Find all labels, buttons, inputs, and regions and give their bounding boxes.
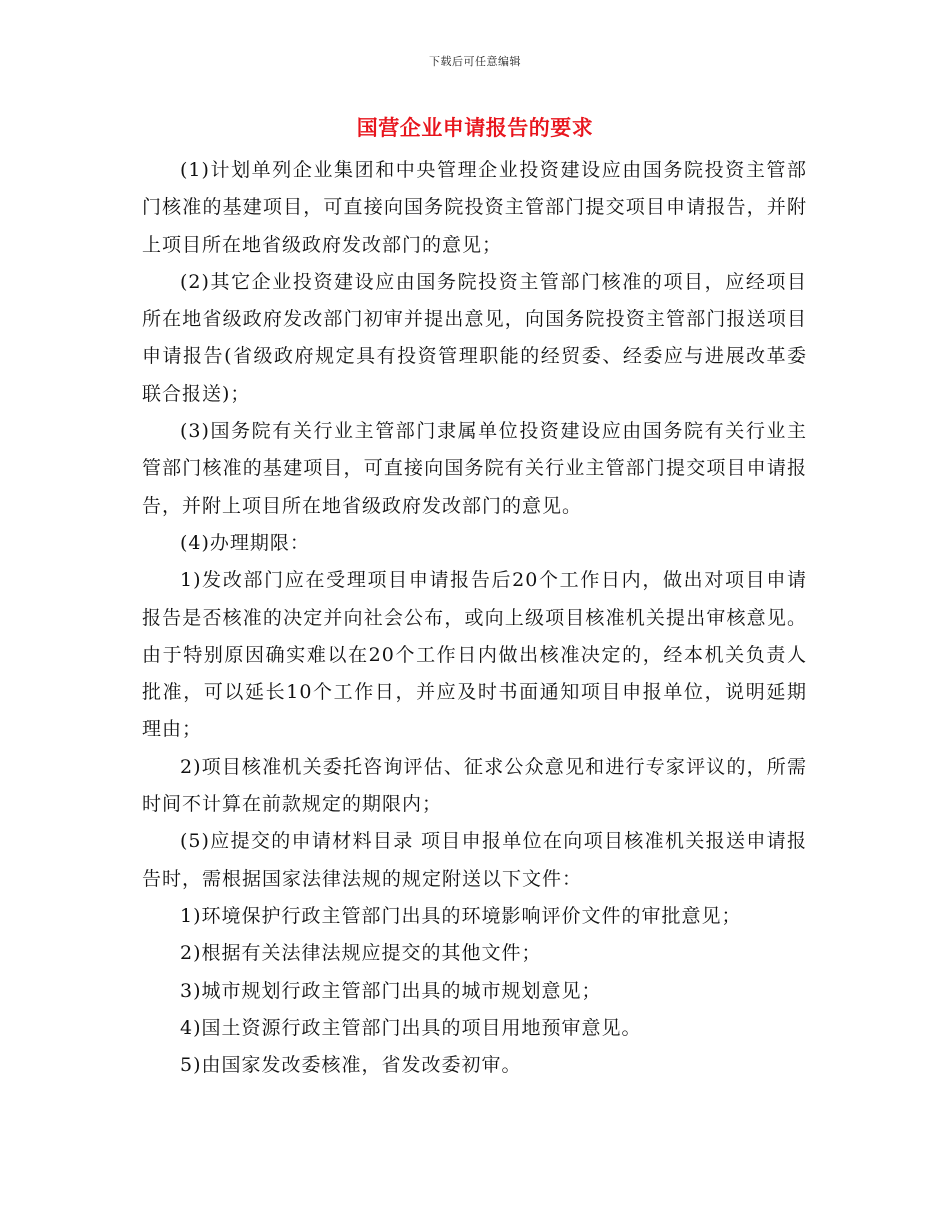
paragraph-4: (4)办理期限：	[180, 531, 310, 554]
paragraph-7: (5)应提交的申请材料目录 项目申报单位在向项目核准机关报送申请报告时，需根据国家法律法规的规定附送以下文件：	[142, 830, 807, 890]
paragraph-3: (3)国务院有关行业主管部门隶属单位投资建设应由国务院有关行业主管部门核准的基建项目，可直接向国务院有关行业主管部门提交项目申请报告，并附上项目所在地省级政府发改部门的意见。	[142, 420, 807, 517]
paragraph-11: 4)国土资源行政主管部门出具的项目用地预审意见。	[180, 1016, 642, 1039]
paragraph-12: 5)由国家发改委核准，省发改委初审。	[180, 1054, 522, 1077]
paragraph-2: (2)其它企业投资建设应由国务院投资主管部门核准的项目，应经项目所在地省级政府发改部门初审并提出意见，向国务院投资主管部门报送项目申请报告(省级政府规定具有投资管理职能的经贸委、经委应与进展改革委联合报送)；	[142, 270, 807, 405]
header-note: 下载后可任意编辑	[429, 55, 521, 68]
paragraph-6: 2)项目核准机关委托咨询评估、征求公众意见和进行专家评议的，所需时间不计算在前款规定的期限内；	[142, 755, 807, 816]
paragraph-9: 2)根据有关法律法规应提交的其他文件；	[180, 942, 542, 965]
paragraph-5: 1)发改部门应在受理项目申请报告后20个工作日内，做出对项目申请报告是否核准的决定并向社会公布，或向上级项目核准机关提出审核意见。由于特别原因确实难以在20个工作日内做出核准决定的，经本机关负责人批准，可以延长10个工作日，并应及时书面通知项目申报单位，说明延期理由；	[142, 569, 807, 741]
paragraph-8: 1)环境保护行政主管部门出具的环境影响评价文件的审批意见；	[180, 904, 742, 927]
paragraph-10: 3)城市规划行政主管部门出具的城市规划意见；	[180, 979, 602, 1002]
document-title: 国营企业申请报告的要求	[356, 116, 594, 140]
paragraph-1: (1)计划单列企业集团和中央管理企业投资建设应由国务院投资主管部门核准的基建项目，可直接向国务院投资主管部门提交项目申请报告，并附上项目所在地省级政府发改部门的意见；	[142, 159, 807, 256]
document-body	[142, 152, 807, 1084]
